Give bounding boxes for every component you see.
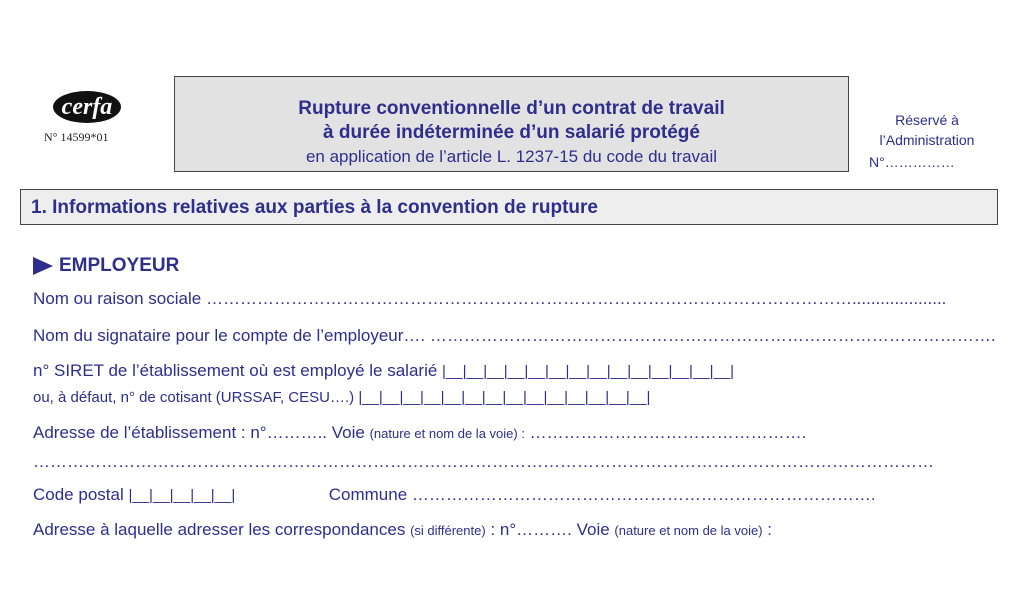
correspondence-colon: :: [767, 520, 773, 539]
address-field[interactable]: ………………………………………….: [529, 423, 807, 442]
employer-heading: [33, 255, 179, 277]
address-line2-row: [33, 452, 969, 472]
company-name-row: [33, 289, 947, 309]
siret-label: n° SIRET de l’établissement où est employé le salarié: [33, 361, 438, 380]
section-header: [20, 189, 998, 225]
cotisant-row: [33, 389, 650, 406]
commune-label: Commune: [328, 485, 408, 504]
signatory-field[interactable]: ……………………………………………………………………………………….: [429, 326, 996, 345]
signatory-row: [33, 326, 996, 346]
correspondence-number[interactable]: : n°………. Voie: [490, 520, 610, 539]
cerfa-logo: [52, 90, 122, 124]
postal-label: Code postal: [33, 485, 124, 504]
title-line-1: Rupture conventionnelle d’un contrat de travail: [298, 98, 725, 119]
arrow-right-icon: [33, 257, 53, 275]
section-title: 1. Informations relatives aux parties à la convention de rupture: [31, 197, 598, 218]
logo-text: cerfa: [61, 93, 113, 120]
admin-line-2: l’Administration: [879, 132, 975, 148]
correspondence-row: [33, 520, 772, 540]
admin-line-1: Réservé à: [895, 112, 959, 128]
correspondence-label: Adresse à laquelle adresser les correspondances: [33, 520, 406, 539]
company-name-field[interactable]: ……………………………………………………………………………………………………....................: [205, 289, 947, 308]
company-name-label: Nom ou raison sociale: [33, 289, 202, 308]
title-line-3: en application de l’article L. 1237-15 du code du travail: [305, 147, 718, 166]
address-label[interactable]: Adresse de l’établissement : n°……….. Voie: [33, 423, 365, 442]
correspondence-voie-hint: (nature et nom de la voie): [614, 523, 763, 538]
employer-heading-label: EMPLOYEUR: [59, 255, 180, 276]
siret-digit-boxes[interactable]: |__|__|__|__|__|__|__|__|__|__|__|__|__|__|: [442, 363, 735, 380]
address-row: [33, 423, 855, 443]
title-box: [174, 76, 849, 172]
commune-field[interactable]: ……………………………………………………………………….: [411, 485, 876, 504]
title-line-2: à durée indéterminée d’un salarié protégé: [323, 122, 700, 143]
form-number: N° 14599*01: [44, 130, 109, 144]
admin-number-field[interactable]: N°……………: [869, 154, 955, 170]
correspondence-hint: (si différente): [410, 523, 486, 538]
cotisant-digit-boxes[interactable]: |__|__|__|__|__|__|__|__|__|__|__|__|__|__|: [358, 389, 651, 406]
signatory-label: Nom du signataire pour le compte de l’employeur….: [33, 326, 430, 345]
logo-oval-icon: [52, 90, 122, 124]
address-line2-field[interactable]: ……………………………………………………………………………………………………………………………………………: [33, 452, 934, 471]
postal-digit-boxes[interactable]: |__|__|__|__|__|: [128, 487, 236, 504]
admin-reserved-block: [862, 110, 992, 150]
postal-row: [33, 485, 922, 505]
siret-row: [33, 361, 734, 381]
address-hint: (nature et nom de la voie) :: [369, 426, 525, 441]
cotisant-label: ou, à défaut, n° de cotisant (URSSAF, CESU….): [33, 389, 355, 406]
